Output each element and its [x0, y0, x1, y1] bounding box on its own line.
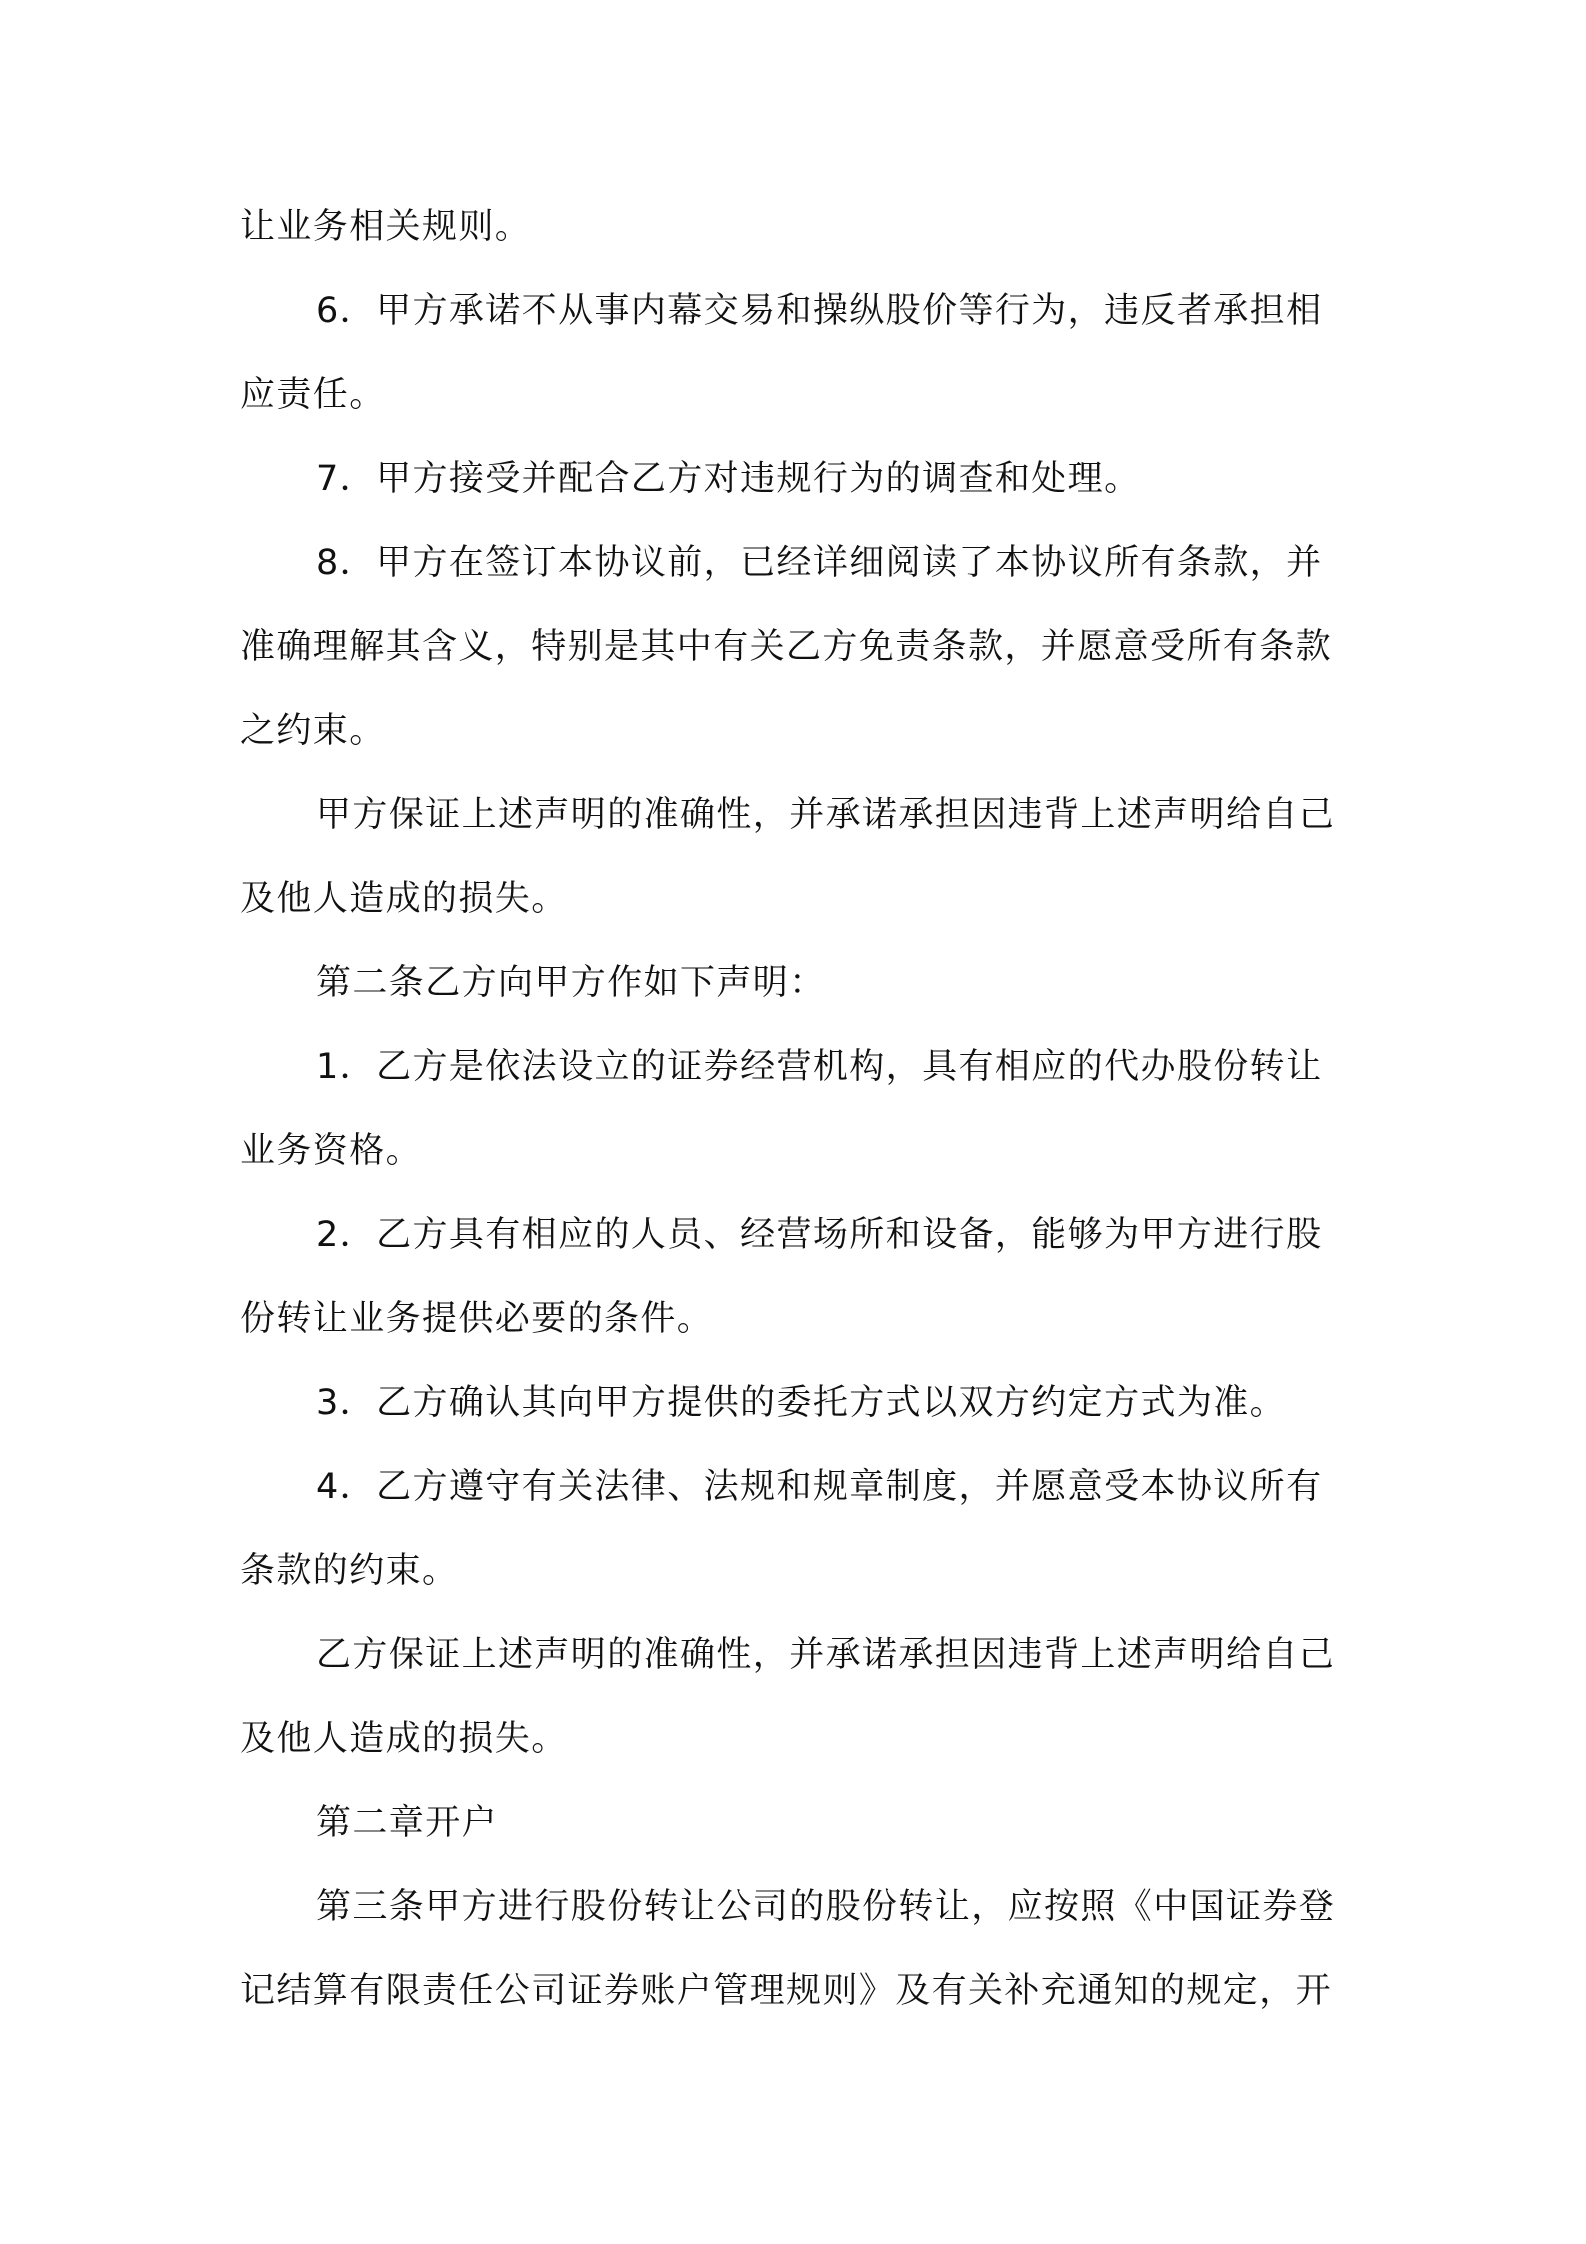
text-line: 8．甲方在签订本协议前，已经详细阅读了本协议所有条款，并: [316, 543, 1323, 583]
text-line: 业务资格。: [240, 1131, 423, 1171]
text-line: 条款的约束。: [240, 1551, 459, 1591]
text-line: 记结算有限责任公司证券账户管理规则》及有关补充通知的规定，开: [240, 1971, 1333, 2011]
text-line: 及他人造成的损失。: [240, 1719, 568, 1759]
text-line: 乙方保证上述声明的准确性，并承诺承担因违背上述声明给自己: [316, 1635, 1336, 1675]
text-line: 甲方保证上述声明的准确性，并承诺承担因违背上述声明给自己: [316, 795, 1336, 835]
text-line: 之约束。: [240, 711, 386, 751]
chapter-heading: 第二章开户: [316, 1803, 499, 1843]
section-heading: 第二条乙方向甲方作如下声明：: [316, 963, 826, 1003]
text-line: 应责任。: [240, 375, 386, 415]
text-line: 1．乙方是依法设立的证券经营机构，具有相应的代办股份转让: [316, 1047, 1323, 1087]
text-line: 2．乙方具有相应的人员、经营场所和设备，能够为甲方进行股: [316, 1215, 1323, 1255]
document-page: [240, 185, 1355, 2033]
text-line: 4．乙方遵守有关法律、法规和规章制度，并愿意受本协议所有: [316, 1467, 1323, 1507]
text-line: 3．乙方确认其向甲方提供的委托方式以双方约定方式为准。: [316, 1383, 1287, 1423]
text-line: 及他人造成的损失。: [240, 879, 568, 919]
text-line: 准确理解其含义，特别是其中有关乙方免责条款，并愿意受所有条款: [240, 627, 1333, 667]
text-line: 让业务相关规则。: [240, 207, 532, 247]
text-line: 7．甲方接受并配合乙方对违规行为的调查和处理。: [316, 459, 1141, 499]
text-line: 第三条甲方进行股份转让公司的股份转让，应按照《中国证券登: [316, 1887, 1336, 1927]
text-line: 6．甲方承诺不从事内幕交易和操纵股价等行为，违反者承担相: [316, 291, 1323, 331]
text-line: 份转让业务提供必要的条件。: [240, 1299, 714, 1339]
